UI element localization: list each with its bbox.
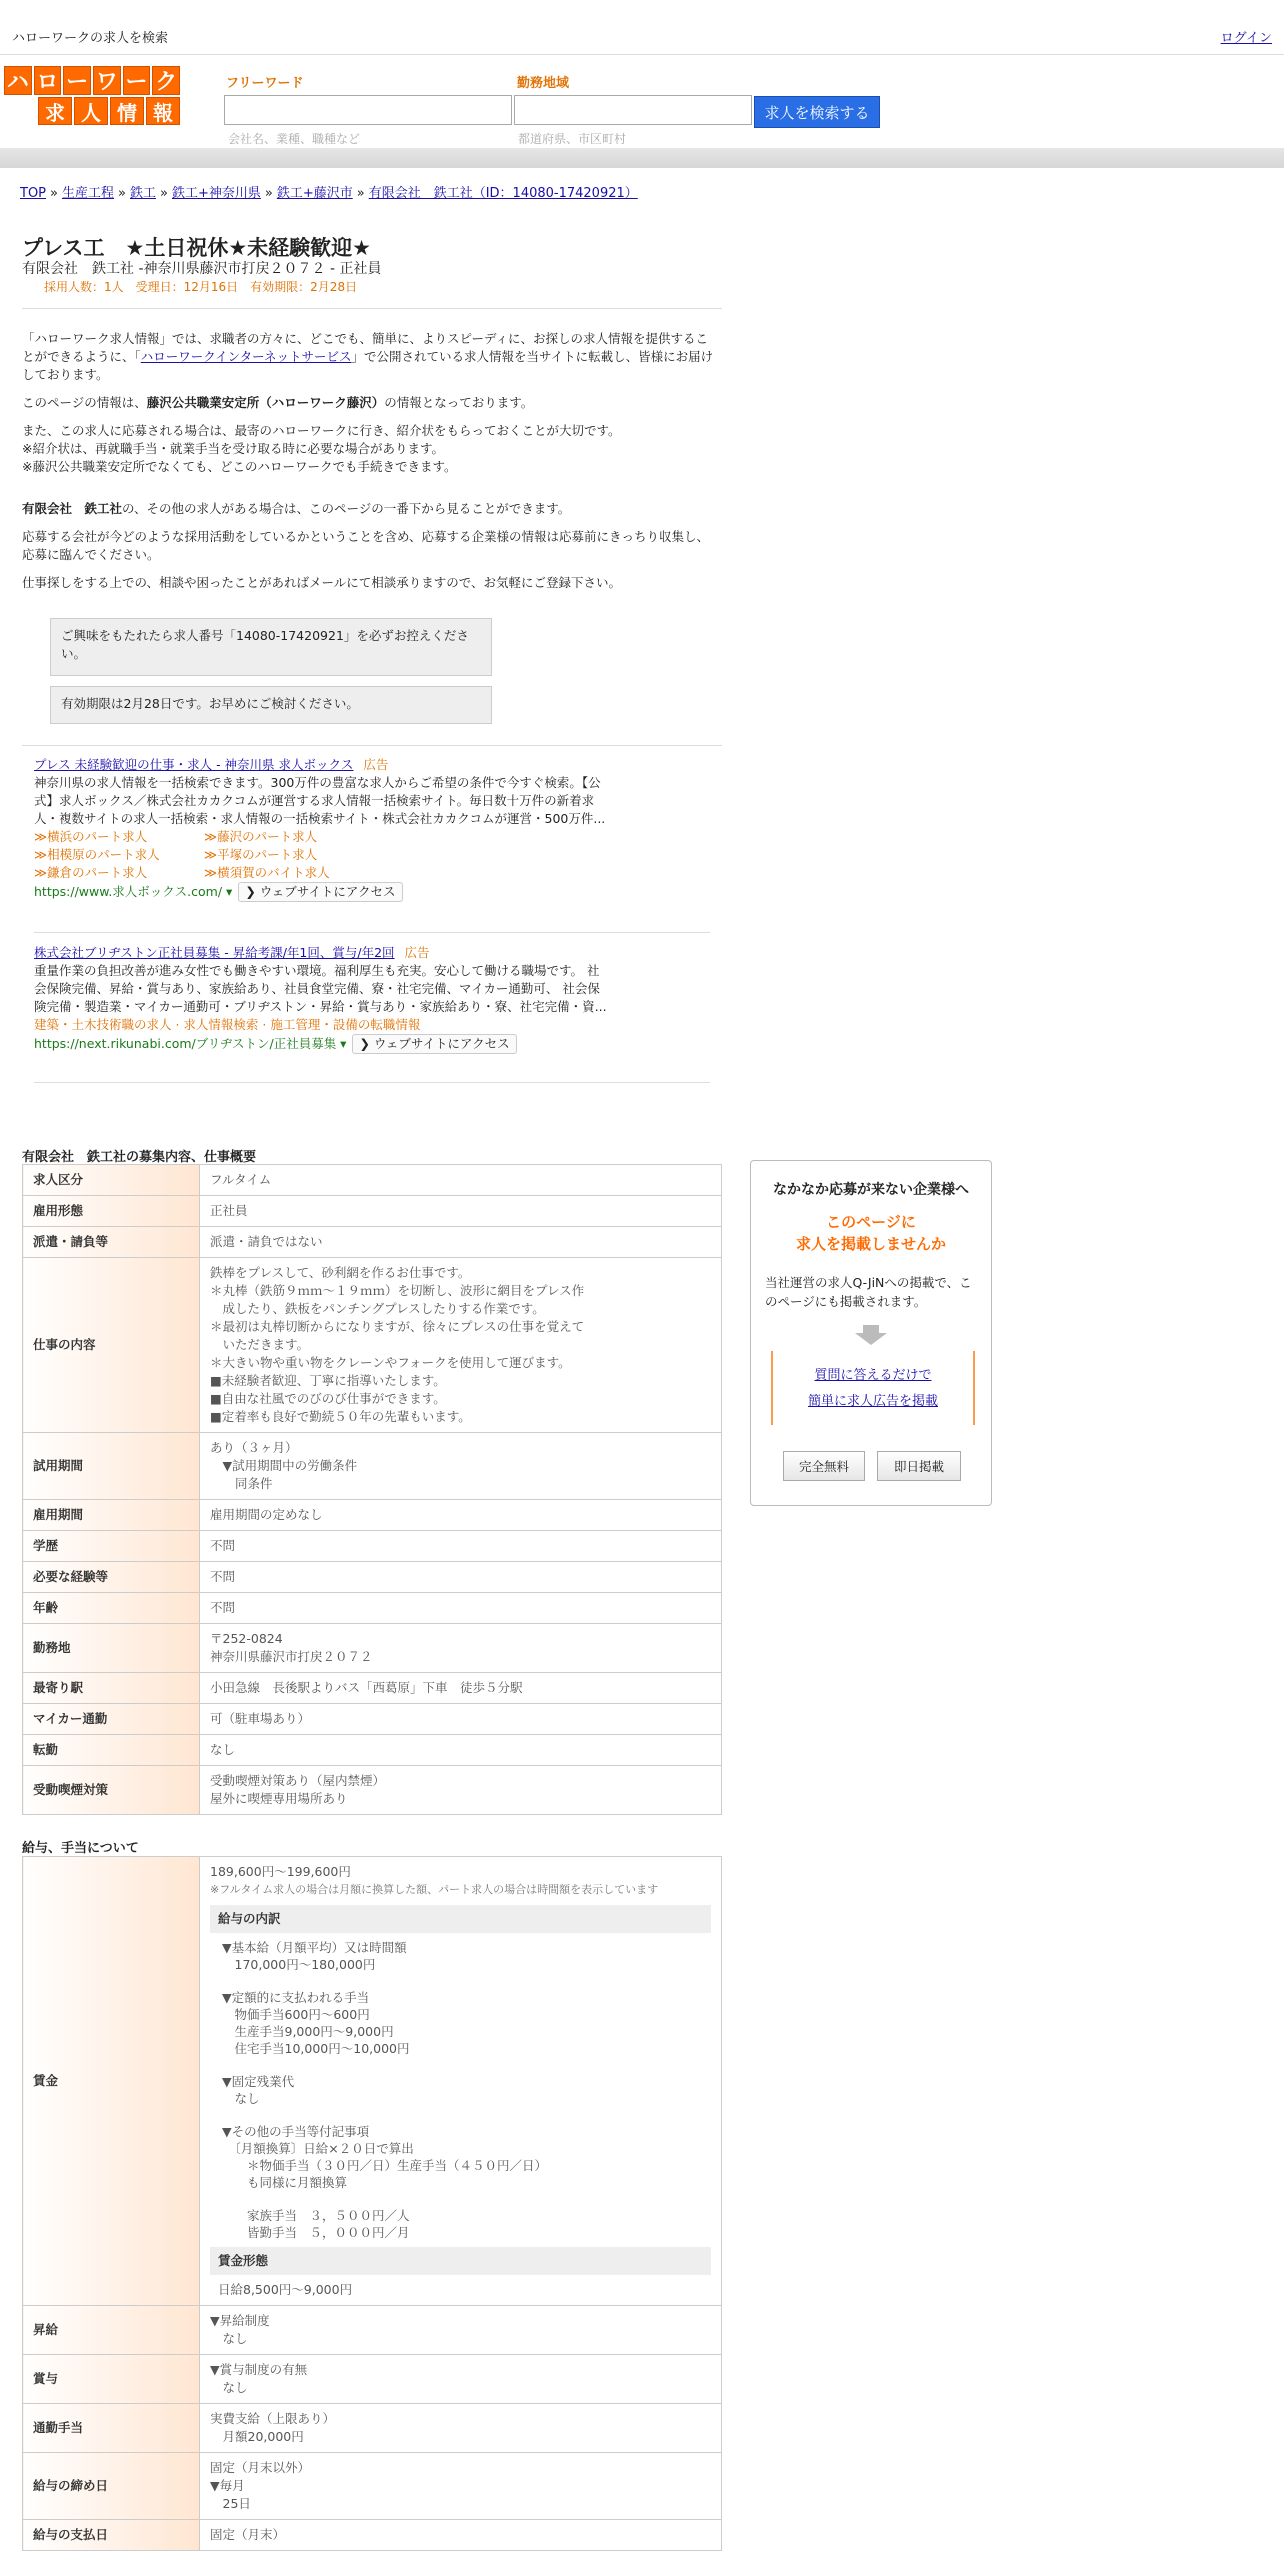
promo-links: [771, 1351, 975, 1425]
row-value: [200, 2306, 722, 2355]
breakdown-line: なし: [222, 2091, 260, 2106]
logo-row1: [4, 66, 180, 95]
breakdown-line: 皆勤手当 ５，０００円／月: [222, 2225, 410, 2240]
logo-char: ク: [152, 66, 180, 95]
job-number-note: ご興味をもたれたら求人番号「14080-17420921」を必ずお控えください。: [50, 618, 492, 676]
row-value: [200, 1766, 722, 1815]
breakdown-line: 住宅手当10,000円〜10,000円: [222, 2041, 410, 2056]
row-key: 勤務地: [23, 1624, 200, 1673]
row-key: 試用期間: [23, 1433, 200, 1500]
row-value-line: 鉄棒をプレスして、砂利網を作るお仕事です。: [210, 1265, 471, 1280]
ad-sitelink[interactable]: ≫相模原のパート求人: [34, 847, 160, 862]
intro-paragraph-6: 仕事探しをする上での、相談や困ったことがあればメールにて相談承りますので、お気軽にご登録下さい。: [22, 575, 622, 590]
logo-char: ロ: [34, 66, 62, 95]
ad-unit: 株式会社ブリヂストン正社員募集 - 昇給考課/年1回、賞与/年2回 広告 重量作業の負担改善が進み女性でも働きやすい環境。福利厚生も充実。安心して働ける職場です。 社 会保険完備、昇給・賞与あり、家族給あり、社員食堂完備、寮・社宅完備、マイカー通勤可、 社会保 険完備・製造業・マイカー通勤可・ブリヂストン・昇給・賞与あり・家族給あり・寮、社宅完備・資... 建築・土木技術職の求人 · 求人情報検索 · 施工管理・設備の転職情報 https://next.rikunabi.com/ブリヂストン/正社員募集 ▾ ❯ ウェブサイトにアクセス: [34, 944, 634, 1054]
salary-table: [22, 1856, 722, 2551]
row-key: 給与の支払日: [23, 2520, 200, 2551]
row-value: [200, 1857, 722, 2306]
breadcrumb-production[interactable]: 生産工程: [61, 186, 114, 201]
table-row: [23, 1593, 722, 1624]
breakdown-list: [210, 1939, 711, 2241]
row-value-line: ▼賞与制度の有無: [210, 2362, 308, 2377]
row-value-line: 成したり、鉄板をパンチングプレスしたりする作業です。: [210, 1301, 545, 1316]
row-value-line: ■未経験者歓迎、丁寧に指導いたします。: [210, 1373, 446, 1388]
row-value-line: 同条件: [210, 1476, 273, 1491]
table-row: [23, 1766, 722, 1815]
area-label: 勤務地域: [517, 76, 570, 91]
row-value: [200, 1624, 722, 1673]
ad-tag: 広告: [404, 945, 430, 960]
row-value-line: あり（３ヶ月）: [210, 1440, 298, 1455]
breakdown-line: [222, 2057, 711, 2073]
row-value-line: 25日: [210, 2496, 251, 2511]
row-key: 転勤: [23, 1735, 200, 1766]
promo-box: [750, 1160, 992, 1506]
row-value: 小田急線 長後駅よりバス「西葛原」下車 徒歩５分駅: [200, 1673, 722, 1704]
row-key: 昇給: [23, 2306, 200, 2355]
area-input[interactable]: [514, 95, 752, 125]
logo-char: ワ: [93, 66, 121, 95]
logo-char: 求: [38, 97, 72, 125]
promo-link-1[interactable]: 質問に答えるだけで: [814, 1368, 932, 1383]
row-value: [200, 2355, 722, 2404]
ad-sitelink[interactable]: ≫横浜のパート求人: [34, 829, 148, 844]
intro-paragraph-4: 有限会社 鉄工社の、その他の求人がある場合は、このページの一番下から見ることができます。: [22, 501, 571, 516]
salary-title: 給与、手当について: [22, 1841, 139, 1856]
breadcrumb-top[interactable]: TOP: [20, 186, 47, 201]
freeword-hint: 会社名、業種、職種など: [228, 132, 361, 146]
table-row: [23, 1433, 722, 1500]
row-value: なし: [200, 1735, 722, 1766]
breadcrumb-tekko-fujisawa[interactable]: 鉄工+藤沢市: [276, 186, 353, 201]
row-key: 求人区分: [23, 1165, 200, 1196]
row-value-line: ＊最初は丸棒切断からになりますが、徐々にプレスの仕事を覚えて: [210, 1319, 585, 1334]
row-value-line: なし: [210, 2380, 248, 2395]
ad-title-link[interactable]: 株式会社ブリヂストン正社員募集 - 昇給考課/年1回、賞与/年2回: [34, 945, 395, 960]
table-row: [23, 1258, 722, 1433]
row-key: マイカー通勤: [23, 1704, 200, 1735]
breakdown-line: ▼基本給（月額平均）又は時間額: [222, 1940, 407, 1955]
hellowork-internet-link[interactable]: ハローワークインターネットサービス: [140, 349, 352, 364]
top-bar: [0, 0, 1284, 55]
row-value: 正社員: [200, 1196, 722, 1227]
row-value-line: 固定（月末）: [210, 2527, 286, 2542]
ad-sitelink[interactable]: ≫鎌倉のパート求人: [34, 865, 148, 880]
ad-tag: 広告: [363, 757, 389, 772]
same-day-button[interactable]: 即日掲載: [877, 1451, 961, 1481]
breakdown-line: [222, 2107, 711, 2123]
table-row: [23, 2306, 722, 2355]
row-value: 不問: [200, 1593, 722, 1624]
site-title: ハローワークの求人を検索: [12, 31, 169, 46]
row-value-line: ＊大きい物や重い物をクレーンやフォークを使用して運びます。: [210, 1355, 571, 1370]
wage-form-head: 賃金形態: [210, 2247, 711, 2275]
breakdown-line: 家族手当 ３，５００円／人: [222, 2208, 410, 2223]
table-row: [23, 1857, 722, 2306]
ad-url[interactable]: https://next.rikunabi.com/ブリヂストン/正社員募集 ▾: [34, 1036, 347, 1051]
table-row: [23, 2520, 722, 2551]
breakdown-line: 生産手当9,000円〜9,000円: [222, 2024, 394, 2039]
row-key: 派遣・請負等: [23, 1227, 200, 1258]
breakdown-line: ▼固定残業代: [222, 2074, 295, 2089]
breakdown-line: 170,000円〜180,000円: [222, 1957, 376, 1972]
summary-table: [22, 1164, 722, 1815]
wage-range: 189,600円〜199,600円: [210, 1864, 351, 1879]
row-key: 給与の締め日: [23, 2453, 200, 2520]
table-row: [23, 1227, 722, 1258]
row-key: 受動喫煙対策: [23, 1766, 200, 1815]
logo-char: ー: [123, 66, 151, 95]
row-value-line: ▼昇給制度: [210, 2313, 270, 2328]
wage-note: ※フルタイム求人の場合は月額に換算した額、パート求人の場合は時間額を表示しています: [210, 1883, 659, 1896]
ad-url[interactable]: https://www.求人ボックス.com/ ▾: [34, 884, 233, 899]
ad-sitelink[interactable]: ≫藤沢のパート求人: [204, 829, 318, 844]
breadcrumb-company[interactable]: 有限会社 鉄工社（ID：14080-17420921）: [368, 186, 638, 201]
company-line: 有限会社 鉄工社 -神奈川県藤沢市打戻２０７２ - 正社員: [22, 261, 382, 277]
row-key: 雇用形態: [23, 1196, 200, 1227]
row-key: 学歴: [23, 1531, 200, 1562]
table-row: [23, 1165, 722, 1196]
row-value: 雇用期間の定めなし: [200, 1500, 722, 1531]
row-value: [200, 2404, 722, 2453]
breakdown-line: 物価手当600円〜600円: [222, 2007, 370, 2022]
row-key: 賞与: [23, 2355, 200, 2404]
ad-visit-button[interactable]: ❯ ウェブサイトにアクセス: [352, 1034, 516, 1054]
row-value-line: 神奈川県藤沢市打戻２０７２: [210, 1649, 373, 1664]
logo-char: ハ: [4, 66, 32, 95]
search-button[interactable]: 求人を検索する: [754, 96, 880, 128]
breakdown-line: [222, 2191, 711, 2207]
row-value-line: ■定着率も良好で勤続５０年の先輩もいます。: [210, 1409, 471, 1424]
table-row: [23, 2355, 722, 2404]
intro-paragraph-5: 応募する会社が今どのような採用活動をしているかということを含め、応募する企業様の情報は応募前にきっちり収集し、応募に臨んでください。: [22, 529, 710, 562]
row-key: 最寄り駅: [23, 1673, 200, 1704]
free-button[interactable]: 完全無料: [783, 1451, 865, 1481]
row-value-line: 屋外に喫煙専用場所あり: [210, 1791, 348, 1806]
row-value-line: 〒252-0824: [210, 1631, 283, 1646]
table-row: [23, 1624, 722, 1673]
ad-sitelink[interactable]: ≫平塚のパート求人: [204, 847, 318, 862]
row-value-line: ▼毎月: [210, 2478, 245, 2493]
row-value: [200, 1433, 722, 1500]
intro-paragraph-2: このページの情報は、藤沢公共職業安定所（ハローワーク藤沢）の情報となっております。: [22, 395, 534, 410]
row-key: 賃金: [23, 1857, 200, 2306]
breakdown-line: も同様に月額換算: [222, 2175, 348, 2190]
divider: [34, 1082, 710, 1083]
row-value: フルタイム: [200, 1165, 722, 1196]
row-value: 不問: [200, 1531, 722, 1562]
breadcrumb: TOP » 生産工程 » 鉄工 » 鉄工+神奈川県 » 鉄工+藤沢市 » 有限会社 鉄工社（ID：14080-17420921）: [20, 186, 638, 201]
divider: [22, 308, 722, 309]
row-value: 不問: [200, 1562, 722, 1593]
intro-paragraph-1: 「ハローワーク求人情報」では、求職者の方々に、どこでも、簡単に、よりスピーディに、お探しの求人情報を提供することができるように、「ハローワークインターネットサービス」で公開されている求人情報を当サイトに転載し、皆様にお届けしております。: [22, 331, 714, 382]
logo-char: 情: [110, 97, 144, 125]
row-key: 通勤手当: [23, 2404, 200, 2453]
divider: [34, 932, 710, 933]
ad-title-link[interactable]: プレス 未経験歓迎の仕事・求人 - 神奈川県 求人ボックス: [34, 757, 354, 772]
breakdown-head: 給与の内訳: [210, 1905, 711, 1933]
row-value-line: ▼試用期間中の労働条件: [210, 1458, 358, 1473]
promo-title: なかなか応募が来ない企業様へ: [773, 1182, 969, 1198]
table-row: [23, 1735, 722, 1766]
login-link[interactable]: ログイン: [1220, 31, 1272, 46]
row-key: 必要な経験等: [23, 1562, 200, 1593]
row-key: 雇用期間: [23, 1500, 200, 1531]
breakdown-line: 〔月額換算〕日給×２０日で算出: [222, 2141, 414, 2156]
table-row: [23, 1562, 722, 1593]
breakdown-line: ＊物価手当（３０円／日）生産手当（４５０円／日）: [222, 2158, 548, 2173]
promo-text: 当社運営の求人Q-JiNへの掲載で、このページにも掲載されます。: [765, 1275, 972, 1309]
job-title: プレス工 ★土日祝休★未経験歓迎★: [22, 236, 372, 260]
table-row: [23, 2404, 722, 2453]
site-logo[interactable]: [4, 66, 180, 125]
ad-unit: プレス 未経験歓迎の仕事・求人 - 神奈川県 求人ボックス 広告 神奈川県の求人情報を一括検索できます。300万件の豊富な求人からご希望の条件で今すぐ検索。【公 式】求人ボックス／株式会社カカクコムが運営する求人情報一括検索サイト。毎日数十万件の新着求 人・複数サイトの求人一括検索・求人情報の一括検索サイト・株式会社カカクコムが運営・500万件... ≫横浜のパート求人 ≫藤沢のパート求人 ≫相模原のパート求人 ≫平塚のパート求人 ≫鎌倉のパート求人 ≫横須賀のバイト求人 https://www.求人ボックス.com/ ▾ ❯ ウェブサイトにアクセス: [34, 756, 634, 902]
intro-paragraph-3: また、この求人に応募される場合は、最寄のハローワークに行き、紹介状をもらっておくことが大切です。 ※紹介状は、再就職手当・就業手当を受け取る時に必要な場合があります。 ※藤沢公共職業安定所でなくても、どこのハローワークでも手続きできます。: [22, 423, 621, 474]
table-row: [23, 1500, 722, 1531]
breadcrumb-tekko-kanagawa[interactable]: 鉄工+神奈川県: [171, 186, 261, 201]
job-meta: 採用人数：1人 受理日：12月16日 有効期限：2月28日: [44, 280, 358, 294]
logo-char: 報: [146, 97, 180, 125]
row-value-line: 実費支給（上限あり）: [210, 2411, 336, 2426]
row-value: 派遣・請負ではない: [200, 1227, 722, 1258]
breadcrumb-tekko[interactable]: 鉄工: [129, 186, 156, 201]
wage-form-value: 日給8,500円〜9,000円: [218, 2282, 353, 2297]
row-value-line: 受動喫煙対策あり（屋内禁煙）: [210, 1773, 386, 1788]
table-row: [23, 1196, 722, 1227]
promo-link-2[interactable]: 簡単に求人広告を掲載: [807, 1394, 938, 1409]
row-value-line: なし: [210, 2331, 248, 2346]
deadline-note: 有効期限は2月28日です。お早めにご検討ください。: [50, 686, 492, 724]
logo-row2: [38, 97, 180, 125]
row-key: 仕事の内容: [23, 1258, 200, 1433]
summary-title: 有限会社 鉄工社の募集内容、仕事概要: [22, 1150, 257, 1165]
breakdown-line: [222, 1973, 711, 1989]
row-value: [200, 1258, 722, 1433]
arrow-down-icon: [855, 1325, 887, 1345]
table-row: [23, 2453, 722, 2520]
row-value-line: 月額20,000円: [210, 2429, 304, 2444]
row-value: [200, 2520, 722, 2551]
row-value-line: 固定（月末以外）: [210, 2460, 311, 2475]
freeword-input[interactable]: [224, 95, 512, 125]
divider: [22, 745, 722, 746]
table-row: [23, 1704, 722, 1735]
row-value-line: いただきます。: [210, 1337, 310, 1352]
row-key: 年齢: [23, 1593, 200, 1624]
row-value-line: ＊丸棒（鉄筋９ｍｍ～１９ｍｍ）を切断し、波形に網目をプレス作: [210, 1283, 585, 1298]
row-value: 可（駐車場あり）: [200, 1704, 722, 1735]
ad-sublinks[interactable]: 建築・土木技術職の求人 · 求人情報検索 · 施工管理・設備の転職情報: [34, 1017, 421, 1032]
ad-visit-button[interactable]: ❯ ウェブサイトにアクセス: [238, 882, 402, 902]
breakdown-line: ▼定額的に支払われる手当: [222, 1990, 370, 2005]
logo-char: 人: [74, 97, 108, 125]
row-value-line: ■自由な社風でのびのび仕事ができます。: [210, 1391, 446, 1406]
freeword-label: フリーワード: [226, 76, 304, 91]
area-hint: 都道府県、市区町村: [518, 132, 627, 146]
logo-char: ー: [63, 66, 91, 95]
table-row: [23, 1531, 722, 1562]
promo-headline: このページに 求人を掲載しませんか: [795, 1213, 946, 1253]
breakdown-line: ▼その他の手当等付記事項: [222, 2124, 370, 2139]
header-divider: [0, 148, 1284, 168]
row-value: [200, 2453, 722, 2520]
table-row: [23, 1673, 722, 1704]
ad-sitelink[interactable]: ≫横須賀のバイト求人: [204, 865, 330, 880]
